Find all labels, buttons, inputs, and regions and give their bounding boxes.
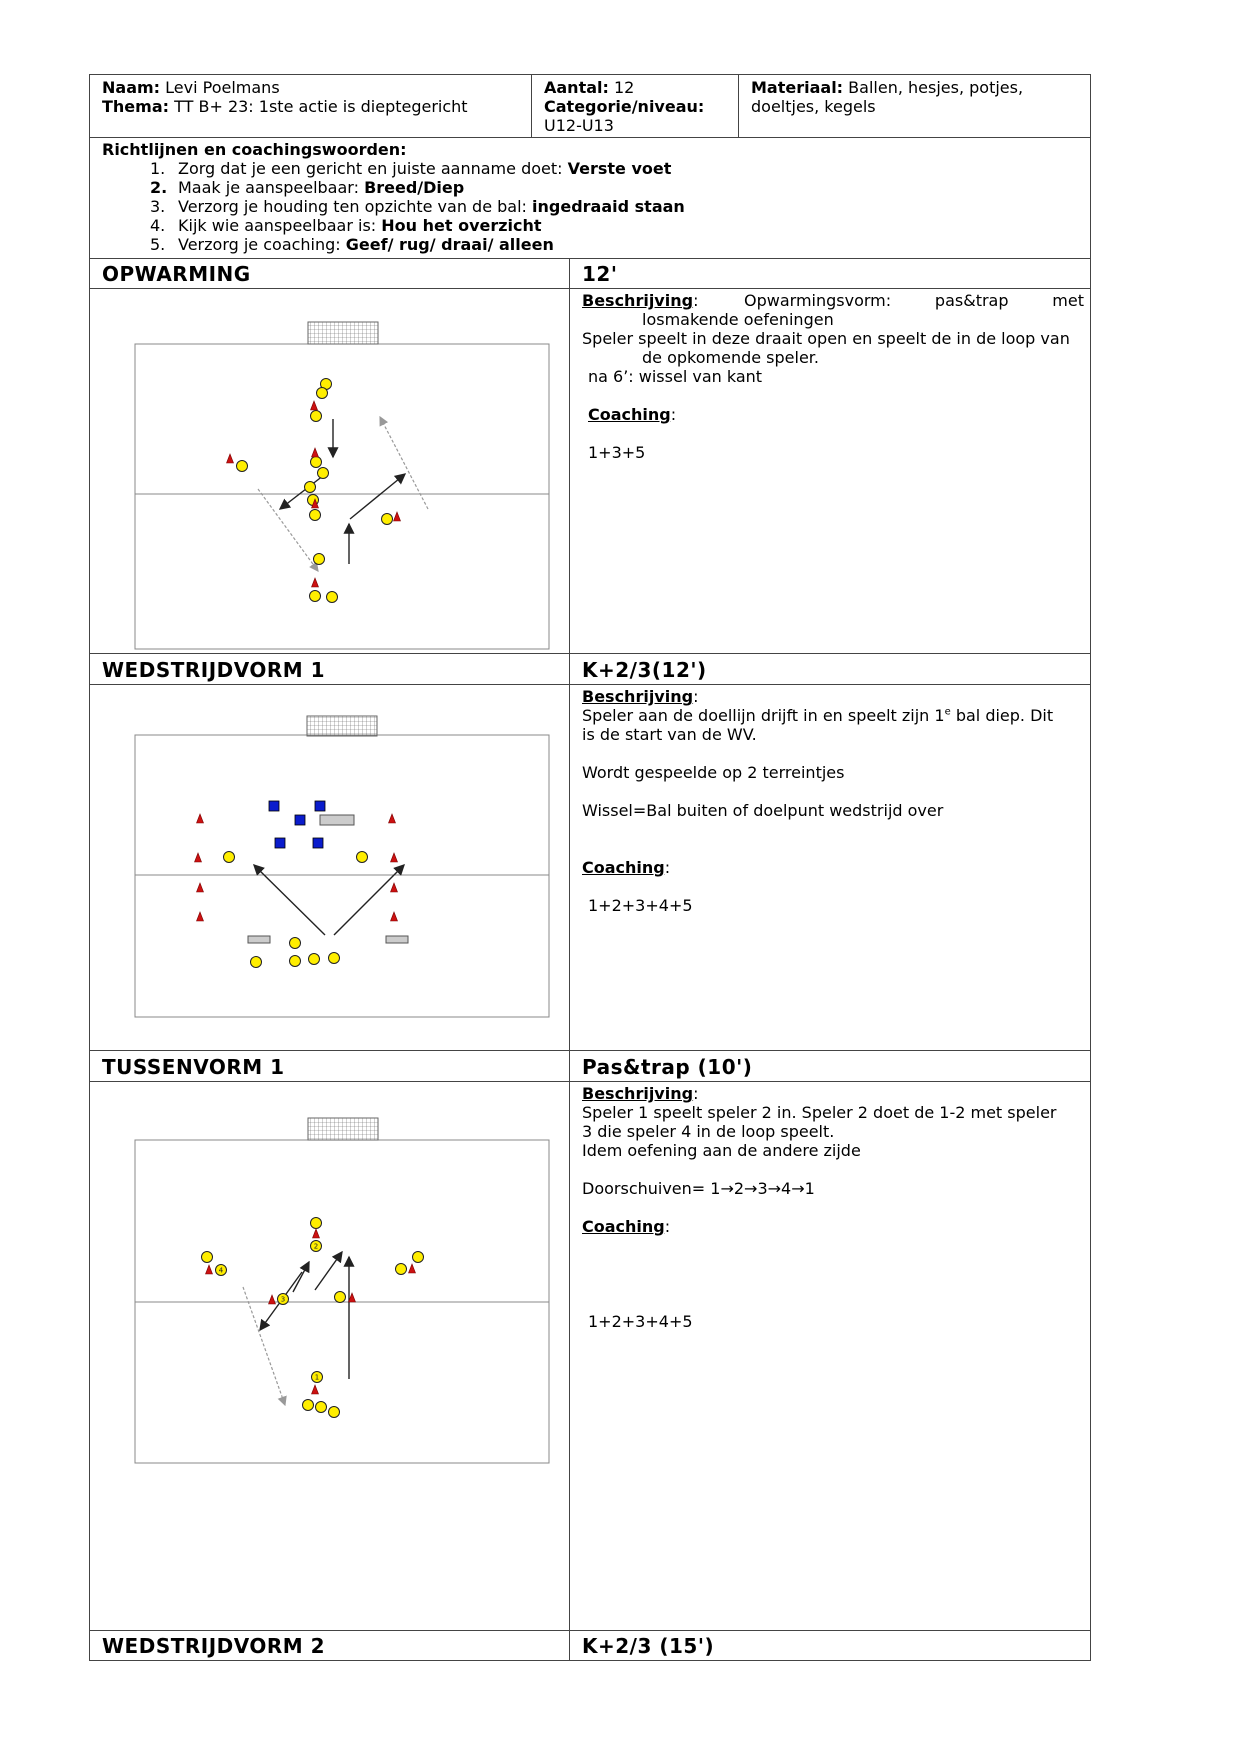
naam-label: Naam: [102,78,161,97]
player-icon [224,852,235,863]
player-icon [329,1407,340,1418]
description-cell-wedstrijdvorm1: Beschrijving: Speler aan de doellijn drijft in en speelt zijn 1e bal diep. Dit is de start van de WV. Wordt gespeelde op 2 terreintjes Wissel=Bal buiten of doelpunt wedstrijd over Coaching: 1+2+3+4+5 [569,684,1091,1051]
guidelines-cell [89,137,1091,259]
section-title-cell [89,1050,570,1082]
field-outline [135,344,549,649]
player-icon [311,411,322,422]
guideline-text: Verzorg je houding ten opzichte van de bal: [178,197,533,216]
player-number: 1 [314,1373,320,1382]
section-title: TUSSENVORM 1 [102,1055,285,1079]
beschrijving-label: Beschrijving [582,687,694,706]
guideline-item [102,235,1082,254]
aantal-label: Aantal: [544,78,609,97]
player-number: 4 [218,1266,224,1275]
description-line: na 6’: wissel van kant [588,367,763,386]
categorie-label: Categorie/niveau: [544,97,705,116]
diagram-opwarming [90,289,569,653]
superscript: e [944,706,951,718]
materiaal-value: Ballen, hesjes, potjes, doeltjes, kegels [751,78,1024,116]
goal-icon [308,1118,378,1140]
player-icon [357,852,368,863]
coaching-label: Coaching [582,1217,665,1236]
guideline-text: Maak je aanspeelbaar: [178,178,365,197]
header-materiaal-cell [738,74,1091,138]
thema-label: Thema: [102,97,170,116]
coaching-label: Coaching [582,858,665,877]
guideline-number: 2. [150,178,168,197]
section-title-cell [89,258,570,289]
guideline-item [102,216,1082,235]
aantal-value: 12 [614,78,635,97]
section-time: Pas&trap (10') [582,1055,753,1079]
coaching-value: 1+2+3+4+5 [588,1312,693,1331]
player-icon [316,1402,327,1413]
guideline-keyword: Verste voet [567,159,672,178]
mini-goal-icon [386,936,408,943]
description-line: bal diep. Dit [950,706,1054,725]
mini-goal-icon [320,815,354,825]
description-cell-tussenvorm1: Beschrijving: Speler 1 speelt speler 2 in. Speler 2 doet de 1-2 met speler 3 die speler 4 in de loop speelt. Idem oefening aan de andere zijde Doorschuiven= 1→2→3→4→1 Coaching: 1+2+3+4+5 [569,1081,1091,1631]
description-line: Wordt gespeelde op 2 terreintjes [582,763,845,782]
player-icon [382,514,393,525]
description-line: Speler 1 speelt speler 2 in. Speler 2 doet de 1-2 met speler [582,1103,1057,1122]
player-icon [314,554,325,565]
coaching-value: 1+2+3+4+5 [588,896,693,915]
opponent-icon [275,838,285,848]
player-icon [311,1218,322,1229]
player-icon [413,1252,424,1263]
guideline-number: 3. [150,197,166,216]
description-line: Idem oefening aan de andere zijde [582,1141,861,1160]
opponent-icon [313,838,323,848]
player-icon [396,1264,407,1275]
diagram-cell-tussenvorm1 [89,1081,570,1631]
materiaal-label: Materiaal: [751,78,844,97]
guideline-text: Verzorg je coaching: [178,235,346,254]
guideline-item [102,159,1082,178]
description-line: 3 die speler 4 in de loop speelt. [582,1122,835,1141]
guidelines-list [102,159,1082,254]
description-line: Wissel=Bal buiten of doelpunt wedstrijd over [582,801,944,820]
description-cell-opwarming: Beschrijving: Opwarmingsvorm: pas&trap met losmakende oefeningen Speler speelt in deze draait open en speelt de in de loop van de opkomende speler. na 6’: wissel van kant Coaching: 1+3+5 [569,288,1091,654]
opponent-icon [315,801,325,811]
diagram-cell-wedstrijdvorm1 [89,684,570,1051]
header-aantal-cell [531,74,739,138]
description-line: losmakende oefeningen [642,310,834,329]
header-name-cell [89,74,532,138]
player-icon [327,592,338,603]
description-line: Speler aan de doellijn drijft in en speelt zijn 1 [582,706,945,725]
player-number: 3 [280,1295,286,1304]
player-icon [303,1400,314,1411]
player-icon [335,1292,346,1303]
guideline-number: 4. [150,216,166,235]
diagram-cell-opwarming [89,288,570,654]
player-icon [317,388,328,399]
section-time-cell [569,653,1091,685]
section-title-cell [89,1630,570,1661]
section-title-cell [89,653,570,685]
player-icon [237,461,248,472]
player-icon [310,591,321,602]
diagram-tussenvorm1 [90,1082,569,1630]
guideline-keyword: Geef/ rug/ draai/ alleen [345,235,554,254]
beschrijving-label: Beschrijving [582,291,694,310]
player-icon [290,956,301,967]
player-icon [310,510,321,521]
player-number: 2 [313,1242,319,1251]
diagram-wedstrijdvorm1 [90,685,569,1050]
goal-icon [308,322,378,344]
guideline-number: 5. [150,235,166,254]
opponent-icon [269,801,279,811]
naam-value: Levi Poelmans [165,78,280,97]
goal-icon [307,716,377,736]
player-icon [311,457,322,468]
player-icon [251,957,262,968]
description-line: Speler speelt in deze draait open en speelt de in de loop van [582,329,1070,348]
mini-goal-icon [248,936,270,943]
section-time-cell [569,1050,1091,1082]
player-icon [309,954,320,965]
guideline-keyword: Hou het overzicht [381,216,542,235]
player-icon [290,938,301,949]
description-line: is de start van de WV. [582,725,757,744]
categorie-value: U12-U13 [544,116,614,135]
section-title: OPWARMING [102,262,251,286]
opponent-icon [295,815,305,825]
section-time-cell [569,258,1091,289]
section-title: WEDSTRIJDVORM 2 [102,1634,326,1658]
guidelines-title: Richtlijnen en coachingswoorden: [102,140,407,159]
coaching-value: 1+3+5 [588,443,646,462]
guideline-keyword: Breed/Diep [364,178,465,197]
section-time: K+2/3 (15') [582,1634,715,1658]
section-time: K+2/3(12') [582,658,707,682]
guideline-item [102,178,1082,197]
player-icon [305,482,316,493]
guideline-item [102,197,1082,216]
guideline-text: Kijk wie aanspeelbaar is: [178,216,382,235]
thema-value: TT B+ 23: 1ste actie is dieptegericht [174,97,468,116]
guideline-keyword: ingedraaid staan [532,197,685,216]
description-line: Doorschuiven= 1→2→3→4→1 [582,1179,815,1198]
player-icon [202,1252,213,1263]
section-time: 12' [582,262,618,286]
section-time-cell [569,1630,1091,1661]
field-outline [135,735,549,1017]
guideline-number: 1. [150,159,166,178]
description-line: de opkomende speler. [642,348,819,367]
section-title: WEDSTRIJDVORM 1 [102,658,326,682]
beschrijving-label: Beschrijving [582,1084,694,1103]
player-icon [329,953,340,964]
player-icon [318,468,329,479]
guideline-text: Zorg dat je een gericht en juiste aanname doet: [178,159,568,178]
coaching-label: Coaching [588,405,671,424]
